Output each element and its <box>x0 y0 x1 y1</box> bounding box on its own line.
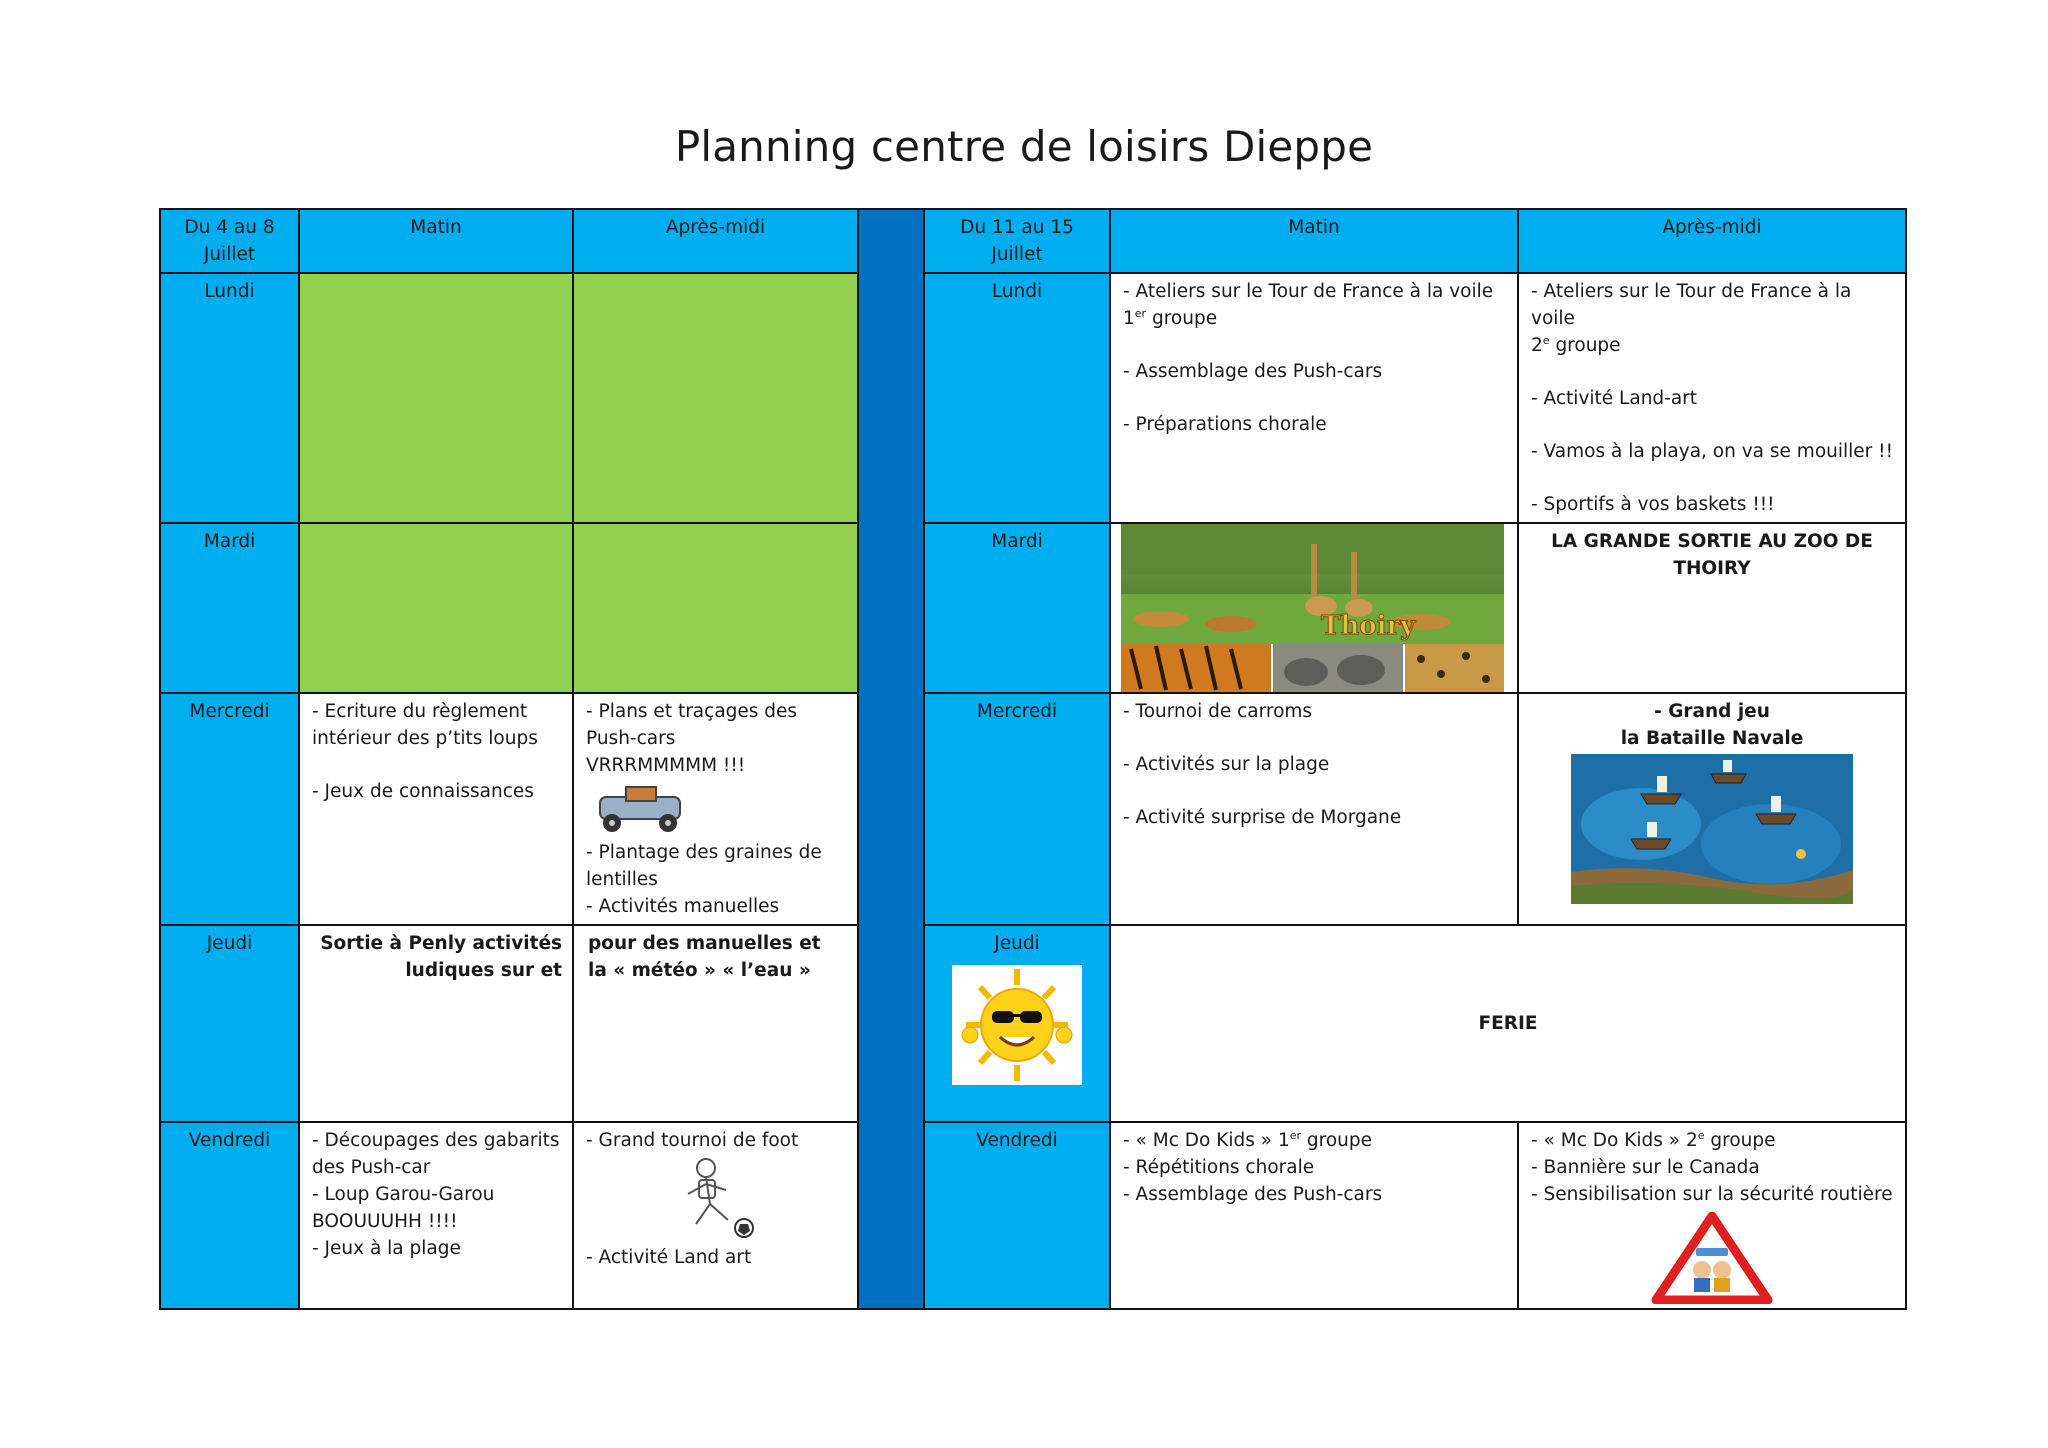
week1-lundi-matin <box>299 273 573 523</box>
week2-vendredi-apres-midi <box>1518 1122 1906 1309</box>
week2-jeudi-ferie: FERIE <box>1110 925 1906 1122</box>
activity-line: - Ateliers sur le Tour de France à la voile <box>1531 281 1852 329</box>
sun-icon <box>952 965 1082 1085</box>
activity-line: - Ecriture du règlement intérieur des p’tits loups <box>312 701 538 749</box>
activity-line: - Découpages des gabarits des Push-car <box>312 1130 560 1178</box>
activity-line: - Jeux à la plage <box>312 1238 461 1259</box>
activity-line: VRRRMMMMM !!! <box>586 755 746 776</box>
week1-lundi-apres-midi <box>573 273 858 523</box>
activity-line: - Assemblage des Push-cars <box>1123 1184 1383 1205</box>
week2-lundi-matin <box>1110 273 1518 523</box>
week-separator <box>858 209 924 1309</box>
day-lundi: Lundi <box>160 273 299 523</box>
activity-line: - Activités manuelles <box>586 896 780 917</box>
day-mardi-week2: Mardi <box>924 523 1110 693</box>
week2-mercredi-matin <box>1110 693 1518 925</box>
activity-line: - Ateliers sur le Tour de France à la voile <box>1123 281 1494 302</box>
row-mercredi <box>160 693 1906 925</box>
week2-header: Du 11 au 15 Juillet <box>924 209 1110 273</box>
zoo-thoiry-image <box>1121 524 1504 692</box>
activity-line: - Vamos à la playa, on va se mouiller !! <box>1531 441 1893 462</box>
activity-line: la Bataille Navale <box>1620 728 1804 749</box>
week2-mercredi-apres-midi <box>1518 693 1906 925</box>
activity-line: - Jeux de connaissances <box>312 781 534 802</box>
week1-jeudi-apres-midi: pour des manuelles et la « météo » « l’eau » <box>573 925 858 1122</box>
planning-table <box>159 208 1907 1310</box>
activity-line: - Répétitions chorale <box>1123 1157 1315 1178</box>
day-mercredi: Mercredi <box>160 693 299 925</box>
week1-mardi-apres-midi <box>573 523 858 693</box>
week1-matin-header: Matin <box>299 209 573 273</box>
football-player-image <box>666 1154 776 1244</box>
day-jeudi-week2 <box>924 925 1110 1122</box>
week1-mercredi-matin <box>299 693 573 925</box>
activity-line: 2e groupe <box>1531 333 1621 356</box>
day-jeudi: Jeudi <box>160 925 299 1122</box>
row-vendredi <box>160 1122 1906 1309</box>
activity-line: - Assemblage des Push-cars <box>1123 361 1383 382</box>
activity-line: - Bannière sur le Canada <box>1531 1157 1760 1178</box>
header-row <box>160 209 1906 273</box>
activity-line: - Loup Garou-Garou BOOUUUHH !!!! <box>312 1184 495 1232</box>
week1-mercredi-apres-midi <box>573 693 858 925</box>
week2-lundi-apres-midi <box>1518 273 1906 523</box>
row-jeudi <box>160 925 1906 1122</box>
row-lundi <box>160 273 1906 523</box>
activity-line: 1er groupe <box>1123 306 1218 329</box>
activity-line: - Sportifs à vos baskets !!! <box>1531 494 1775 515</box>
week2-vendredi-matin <box>1110 1122 1518 1309</box>
activity-line: - Préparations chorale <box>1123 414 1327 435</box>
activity-line: - Sensibilisation sur la sécurité routière <box>1531 1184 1893 1205</box>
week2-apres-midi-header: Après-midi <box>1518 209 1906 273</box>
day-mercredi-week2: Mercredi <box>924 693 1110 925</box>
week1-header: Du 4 au 8 Juillet <box>160 209 299 273</box>
row-mardi <box>160 523 1906 693</box>
week1-mardi-matin <box>299 523 573 693</box>
week1-jeudi-matin: Sortie à Penly activités ludiques sur et <box>299 925 573 1122</box>
activity-line: - Tournoi de carroms <box>1123 701 1313 722</box>
day-lundi-week2: Lundi <box>924 273 1110 523</box>
day-vendredi: Vendredi <box>160 1122 299 1309</box>
activity-line: - Plantage des graines de lentilles <box>586 842 822 890</box>
page-title: Planning centre de loisirs Dieppe <box>674 122 1374 171</box>
activity-line: - Activité Land art <box>586 1247 752 1268</box>
week1-vendredi-apres-midi <box>573 1122 858 1309</box>
push-car-image <box>586 779 696 839</box>
activity-line: - Activité surprise de Morgane <box>1123 807 1402 828</box>
activity-line: - Activités sur la plage <box>1123 754 1330 775</box>
week2-mardi-apres-midi: LA GRANDE SORTIE AU ZOO DE THOIRY <box>1518 523 1906 693</box>
week1-apres-midi-header: Après-midi <box>573 209 858 273</box>
road-safety-sign-icon <box>1650 1212 1774 1304</box>
svg-text:Thoiry: Thoiry <box>1321 611 1416 641</box>
bataille-navale-image <box>1571 754 1853 904</box>
week2-matin-header: Matin <box>1110 209 1518 273</box>
activity-line: - « Mc Do Kids » 1er groupe <box>1123 1128 1373 1151</box>
activity-line: - Plans et traçages des Push-cars <box>586 701 798 749</box>
day-vendredi-week2: Vendredi <box>924 1122 1110 1309</box>
day-label: Jeudi <box>994 933 1040 954</box>
activity-line: - Grand jeu <box>1654 701 1770 722</box>
week1-vendredi-matin <box>299 1122 573 1309</box>
day-mardi: Mardi <box>160 523 299 693</box>
activity-line: - Activité Land-art <box>1531 388 1698 409</box>
activity-line: - Grand tournoi de foot <box>586 1130 799 1151</box>
activity-line: - « Mc Do Kids » 2e groupe <box>1531 1128 1776 1151</box>
week2-mardi-matin <box>1110 523 1518 693</box>
